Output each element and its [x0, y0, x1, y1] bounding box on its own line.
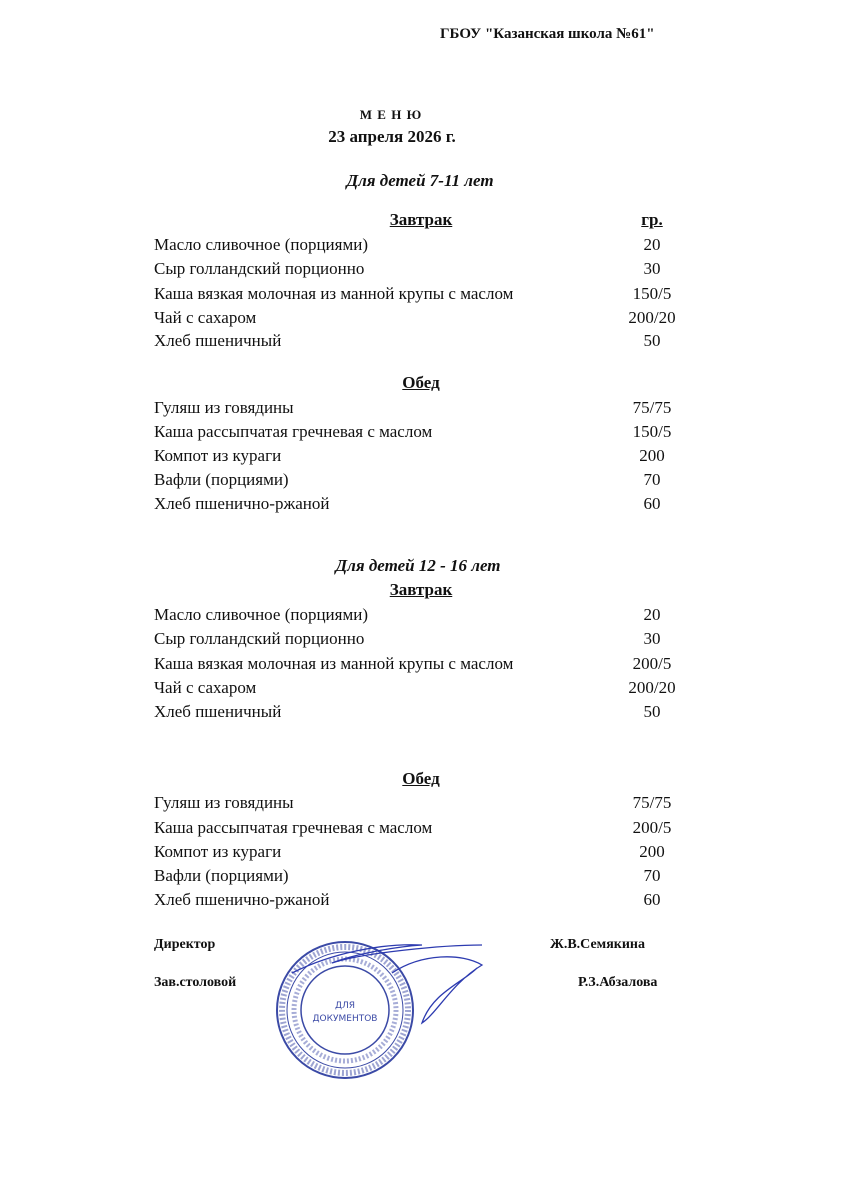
lunch-heading: Обед [402, 769, 440, 788]
menu-item [154, 258, 694, 280]
item-name: Хлеб пшеничный [154, 331, 282, 350]
signature-role: Зав.столовой [154, 975, 237, 990]
item-qty: 60 [643, 494, 661, 513]
item-name: Каша вязкая молочная из манной крупы с маслом [154, 654, 514, 673]
item-qty: 50 [643, 702, 661, 721]
item-qty: 50 [643, 331, 661, 350]
menu-item [154, 307, 694, 329]
item-qty: 70 [643, 866, 661, 885]
item-qty: 30 [643, 629, 661, 648]
item-name: Сыр голландский порционно [154, 629, 365, 648]
menu-item [154, 469, 694, 491]
menu-item [154, 701, 694, 723]
document-title: М Е Н Ю [359, 107, 423, 122]
menu-item [154, 604, 694, 626]
item-qty: 70 [643, 470, 661, 489]
item-name: Компот из кураги [154, 446, 282, 465]
item-name: Гуляш из говядины [154, 398, 294, 417]
item-name: Вафли (порциями) [154, 866, 289, 885]
breakfast-heading: Завтрак [389, 210, 453, 229]
item-name: Компот из кураги [154, 842, 282, 861]
item-qty: 75/75 [632, 793, 672, 812]
official-stamp [272, 933, 492, 1083]
signature-name: Р.З.Абзалова [578, 975, 658, 990]
item-qty: 200/20 [628, 678, 676, 697]
item-qty: 75/75 [632, 398, 672, 417]
menu-item [154, 330, 694, 352]
item-name: Чай с сахаром [154, 678, 257, 697]
stamp-text: ДЛЯ [334, 1001, 356, 1011]
menu-date: 23 апреля 2026 г. [328, 127, 456, 146]
menu-item [154, 234, 694, 256]
item-name: Масло сливочное (порциями) [154, 235, 368, 254]
item-name: Чай с сахаром [154, 308, 257, 327]
menu-item [154, 841, 694, 863]
organization-name: ГБОУ "Казанская школа №61" [440, 26, 655, 42]
item-qty: 200/5 [632, 818, 672, 837]
menu-item [154, 817, 694, 839]
item-name: Каша рассыпчатая гречневая с маслом [154, 818, 433, 837]
breakfast-heading: Завтрак [389, 580, 453, 599]
menu-item [154, 628, 694, 650]
item-qty: 60 [643, 890, 661, 909]
item-name: Гуляш из говядины [154, 793, 294, 812]
menu-item [154, 445, 694, 467]
menu-item [154, 283, 694, 305]
item-qty: 200/5 [632, 654, 672, 673]
menu-item [154, 889, 694, 911]
item-name: Хлеб пшеничный [154, 702, 282, 721]
menu-item [154, 792, 694, 814]
units-heading: гр. [641, 210, 663, 229]
item-name: Вафли (порциями) [154, 470, 289, 489]
age-group-heading: Для детей 7-11 лет [346, 171, 494, 190]
menu-item [154, 493, 694, 515]
item-qty: 200/20 [628, 308, 676, 327]
item-qty: 150/5 [632, 422, 672, 441]
signature-name: Ж.В.Семякина [550, 937, 645, 952]
lunch-heading: Обед [402, 373, 440, 392]
item-name: Масло сливочное (порциями) [154, 605, 368, 624]
item-qty: 20 [643, 605, 661, 624]
item-name: Сыр голландский порционно [154, 259, 365, 278]
item-name: Каша вязкая молочная из манной крупы с маслом [154, 284, 514, 303]
stamp-text: ДОКУМЕНТОВ [312, 1014, 378, 1024]
item-qty: 30 [643, 259, 661, 278]
item-qty: 200 [639, 842, 665, 861]
signature-role: Директор [154, 937, 216, 952]
item-qty: 200 [639, 446, 665, 465]
menu-item [154, 653, 694, 675]
menu-item [154, 421, 694, 443]
item-qty: 20 [643, 235, 661, 254]
menu-item [154, 865, 694, 887]
item-name: Хлеб пшенично-ржаной [154, 494, 330, 513]
item-name: Хлеб пшенично-ржаной [154, 890, 330, 909]
age-group-heading: Для детей 12 - 16 лет [335, 556, 501, 575]
menu-item [154, 677, 694, 699]
item-qty: 150/5 [632, 284, 672, 303]
item-name: Каша рассыпчатая гречневая с маслом [154, 422, 433, 441]
menu-item [154, 397, 694, 419]
